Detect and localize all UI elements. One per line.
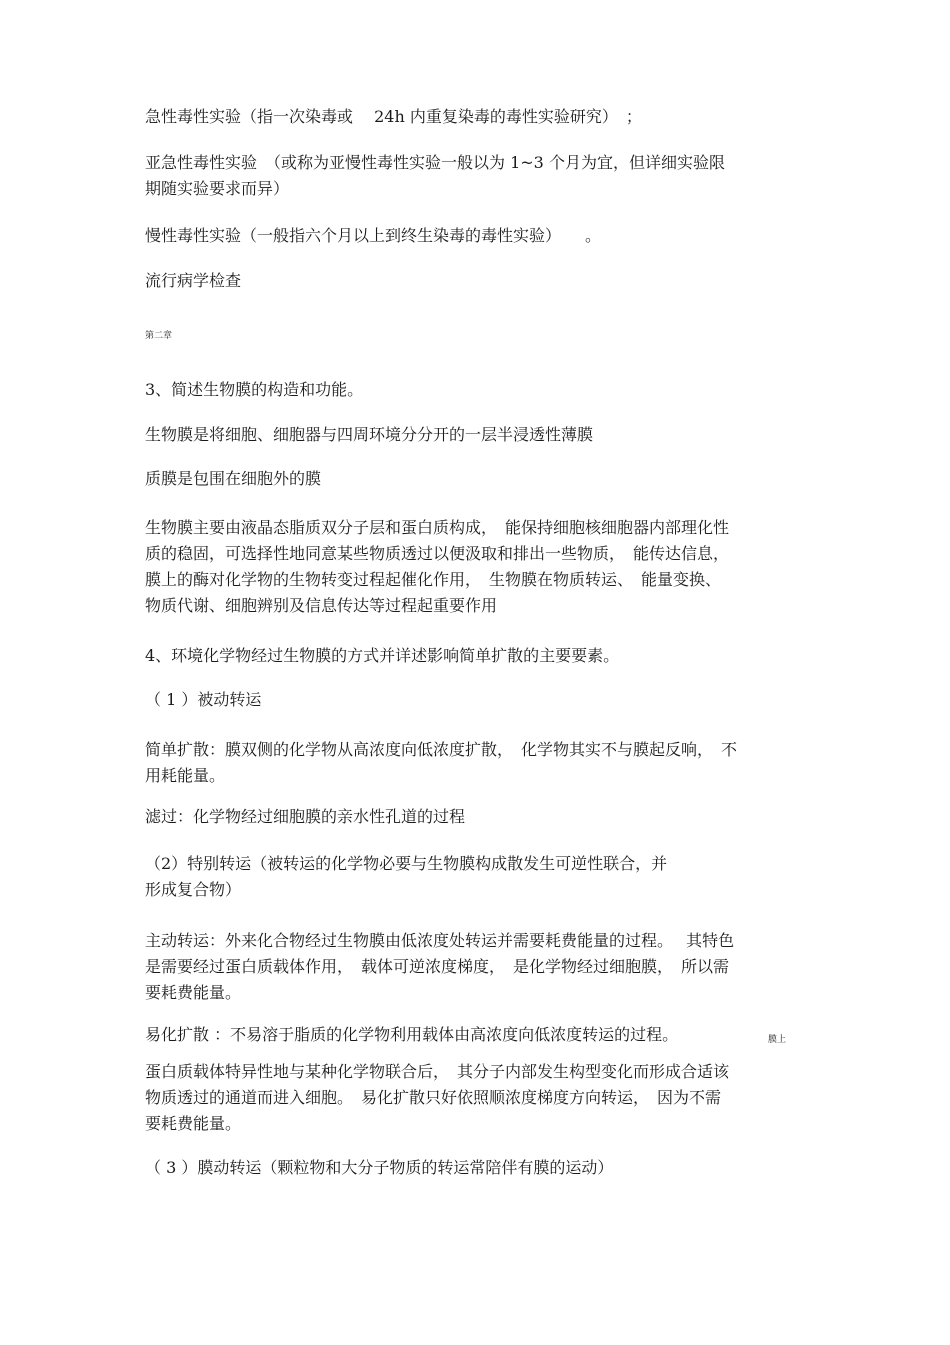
text-line: 简单扩散：膜双侧的化学物从高浓度向低浓度扩散， 化学物其实不与膜起反响， 不 <box>145 740 738 759</box>
side-note <box>768 1034 786 1046</box>
text-line: 流行病学检查 <box>145 271 242 290</box>
text-line: 4、环境化学物经过生物膜的方式并详述影响简单扩散的主要要素。 <box>145 646 620 665</box>
paragraph-epidemiology <box>145 268 810 294</box>
text-line: 生物膜主要由液晶态脂质双分子层和蛋白质构成， 能保持细胞核细胞器内部理化性 <box>145 518 730 537</box>
text-line: 质膜是包围在细胞外的膜 <box>145 469 322 488</box>
text-line: 亚急性毒性实验 （或称为亚慢性毒性实验一般以为 1~3 个月为宜，但详细实验限 <box>145 153 725 172</box>
paragraph-facilitated-diffusion <box>145 1022 810 1048</box>
text-line: （ 1 ）被动转运 <box>145 690 262 709</box>
text-line: 膜上的酶对化学物的生物转变过程起催化作用， 生物膜在物质转运、 能量变换、 <box>145 570 722 589</box>
text-line: 要耗费能量。 <box>145 1114 242 1133</box>
chapter-heading <box>145 330 172 342</box>
heading-passive-transport <box>145 687 810 713</box>
text-line: 生物膜是将细胞、细胞器与四周环境分分开的一层半浸透性薄膜 <box>145 425 594 444</box>
text-line: 主动转运：外来化合物经过生物膜由低浓度处转运并需要耗费能量的过程。 其特色 <box>145 931 735 950</box>
text-line: 蛋白质载体特异性地与某种化学物联合后， 其分子内部发生构型变化而形成合适该 <box>145 1062 730 1081</box>
paragraph-simple-diffusion <box>145 737 810 789</box>
text-line: 物质代谢、细胞辨别及信息传达等过程起重要作用 <box>145 596 498 615</box>
text-line: 质的稳固，可选择性地同意某些物质透过以便汲取和排出一些物质， 能传达信息， <box>145 544 730 563</box>
text-line: （ 3 ）膜动转运（颗粒物和大分子物质的转运常陪伴有膜的运动） <box>145 1158 614 1177</box>
text-line: 第二章 <box>145 331 173 341</box>
text-line: 期随实验要求而异） <box>145 179 290 198</box>
text-line: 急性毒性实验（指一次染毒或 24h 内重复染毒的毒性实验研究） ； <box>145 107 642 126</box>
text-line: 用耗能量。 <box>145 766 226 785</box>
text-line: 形成复合物） <box>145 880 242 899</box>
heading-special-transport <box>145 851 810 903</box>
paragraph-chronic-toxicity <box>145 223 810 249</box>
text-line: 3、简述生物膜的构造和功能。 <box>145 380 364 399</box>
question-3 <box>145 377 810 403</box>
paragraph-facilitated-continued <box>145 1059 810 1137</box>
heading-membrane-transport <box>145 1155 810 1181</box>
paragraph-active-transport <box>145 928 810 1006</box>
text-line: 慢性毒性实验（一般指六个月以上到终生染毒的毒性实验） 。 <box>145 226 602 245</box>
text-line: 滤过：化学物经过细胞膜的亲水性孔道的过程 <box>145 807 466 826</box>
paragraph-plasma-membrane <box>145 466 810 492</box>
text-line: （2）特别转运（被转运的化学物必要与生物膜构成散发生可逆性联合，并 <box>145 854 668 873</box>
paragraph-subacute-toxicity <box>145 150 810 202</box>
paragraph-biomembrane-definition <box>145 422 810 448</box>
side-note-text: 膜上 <box>768 1035 787 1045</box>
paragraph-biomembrane-function <box>145 515 810 619</box>
text-line: 物质透过的通道而进入细胞。 易化扩散只好依照顺浓度梯度方向转运， 因为不需 <box>145 1088 722 1107</box>
text-line: 要耗费能量。 <box>145 983 242 1002</box>
question-4 <box>145 643 810 669</box>
text-line: 易化扩散 ：不易溶于脂质的化学物利用载体由高浓度向低浓度转运的过程。 <box>145 1025 679 1044</box>
paragraph-filtration <box>145 804 810 830</box>
text-line: 是需要经过蛋白质载体作用， 载体可逆浓度梯度， 是化学物经过细胞膜， 所以需 <box>145 957 730 976</box>
paragraph-acute-toxicity <box>145 104 810 130</box>
